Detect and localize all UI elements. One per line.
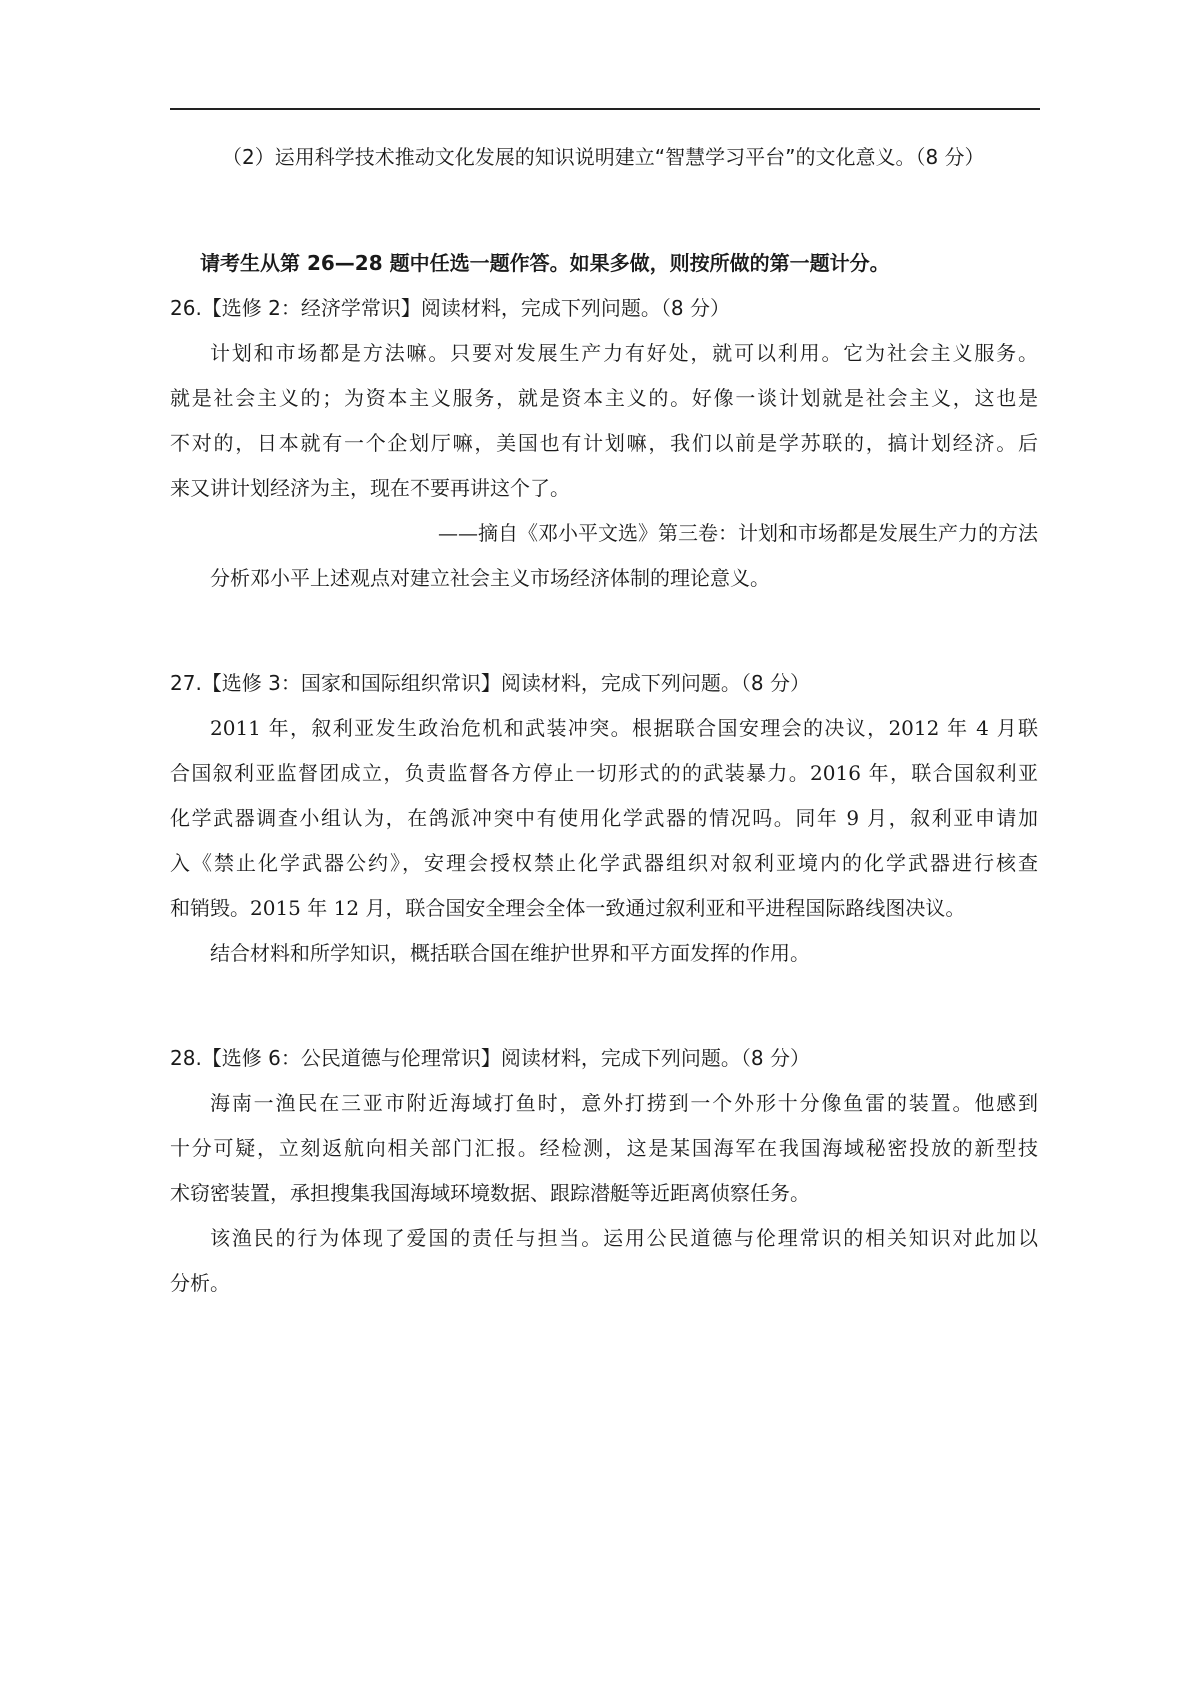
q26-material-line: 来又讲计划经济为主，现在不要再讲这个了。 <box>170 476 570 500</box>
q26-source: ——摘自《邓小平文选》第三卷：计划和市场都是发展生产力的方法 <box>438 521 1038 545</box>
q27-material-line: 入《禁止化学武器公约》，安理会授权禁止化学武器组织对叙利亚境内的化学武器进行核查 <box>170 851 1038 875</box>
q25-part2-text: （2）运用科学技术推动文化发展的知识说明建立“智慧学习平台”的文化意义。（8 分） <box>222 145 985 169</box>
q28-question-line: 分析。 <box>170 1271 230 1295</box>
q27-material-line: 2011 年，叙利亚发生政治危机和武装冲突。根据联合国安理会的决议，2012 年 4 月联 <box>210 716 1038 740</box>
q28-header: 28.【选修 6：公民道德与伦理常识】阅读材料，完成下列问题。（8 分） <box>170 1046 810 1070</box>
q28-material-line: 十分可疑，立刻返航向相关部门汇报。经检测，这是某国海军在我国海域秘密投放的新型技 <box>170 1136 1038 1160</box>
header-rule <box>170 108 1040 110</box>
q28-question-line: 该渔民的行为体现了爱国的责任与担当。运用公民道德与伦理常识的相关知识对此加以 <box>210 1226 1038 1250</box>
elective-instruction: 请考生从第 26—28 题中任选一题作答。如果多做，则按所做的第一题计分。 <box>200 251 890 275</box>
q27-material-line: 化学武器调查小组认为，在鸽派冲突中有使用化学武器的情况吗。同年 9 月，叙利亚申请加 <box>170 806 1038 830</box>
q27-header: 27.【选修 3：国家和国际组织常识】阅读材料，完成下列问题。（8 分） <box>170 671 810 695</box>
q28-material-line: 海南一渔民在三亚市附近海域打鱼时，意外打捞到一个外形十分像鱼雷的装置。他感到 <box>210 1091 1038 1115</box>
q26-material-line: 不对的，日本就有一个企划厅嘛，美国也有计划嘛，我们以前是学苏联的，搞计划经济。后 <box>170 431 1038 455</box>
q27-material-line: 合国叙利亚监督团成立，负责监督各方停止一切形式的的武装暴力。2016 年，联合国叙利亚 <box>170 761 1038 785</box>
q27-question: 结合材料和所学知识，概括联合国在维护世界和平方面发挥的作用。 <box>210 941 810 965</box>
q27-material-line: 和销毁。2015 年 12 月，联合国安全理会全体一致通过叙利亚和平进程国际路线图决议。 <box>170 896 966 920</box>
q26-question: 分析邓小平上述观点对建立社会主义市场经济体制的理论意义。 <box>210 566 770 590</box>
q26-material-line: 就是社会主义的；为资本主义服务，就是资本主义的。好像一谈计划就是社会主义，这也是 <box>170 386 1038 410</box>
q26-header: 26.【选修 2：经济学常识】阅读材料，完成下列问题。（8 分） <box>170 296 730 320</box>
q26-material-line: 计划和市场都是方法嘛。只要对发展生产力有好处，就可以利用。它为社会主义服务。 <box>210 341 1038 365</box>
q28-material-line: 术窃密装置，承担搜集我国海域环境数据、跟踪潜艇等近距离侦察任务。 <box>170 1181 810 1205</box>
